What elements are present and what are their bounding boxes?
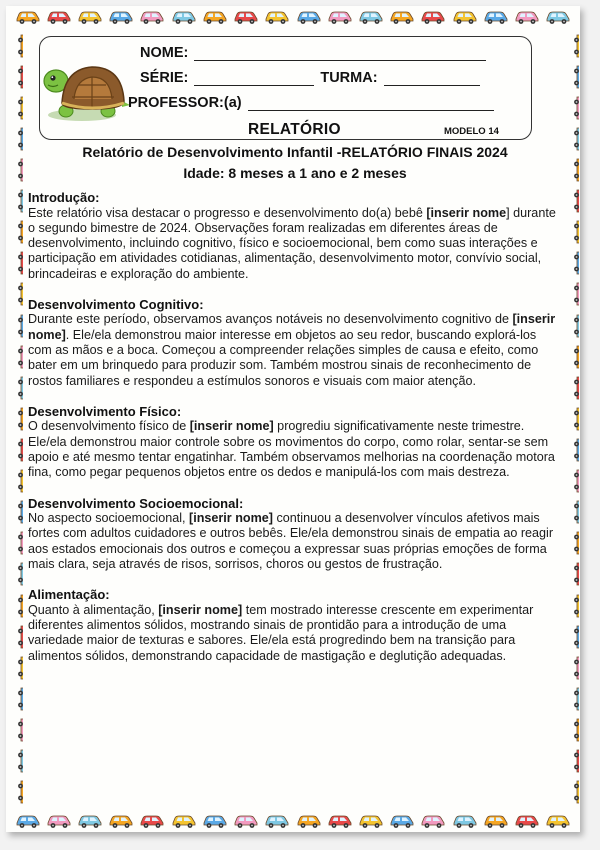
- section-heading: Alimentação:: [28, 587, 110, 603]
- car-icon: [7, 188, 23, 214]
- car-icon: [7, 64, 23, 90]
- car-icon: [15, 9, 41, 25]
- car-icon: [7, 375, 23, 401]
- car-icon: [563, 406, 579, 432]
- car-icon: [452, 813, 478, 829]
- report-label: RELATÓRIO: [248, 121, 341, 138]
- car-icon: [563, 624, 579, 650]
- car-icon: [563, 281, 579, 307]
- car-icon: [7, 468, 23, 494]
- report-section: [28, 190, 563, 282]
- car-icon: [563, 344, 579, 370]
- car-icon: [7, 655, 23, 681]
- report-section: [28, 297, 563, 389]
- student-info-box: [39, 36, 532, 140]
- car-icon: [7, 530, 23, 556]
- car-icon: [233, 813, 259, 829]
- car-icon: [563, 126, 579, 152]
- car-icon: [7, 748, 23, 774]
- document-title: Relatório de Desenvolvimento Infantil -RELATÓRIO FINAIS 2024: [82, 144, 508, 160]
- car-icon: [7, 561, 23, 587]
- car-icon: [7, 406, 23, 432]
- car-icon: [7, 593, 23, 619]
- car-icon: [264, 9, 290, 25]
- car-icon: [358, 813, 384, 829]
- car-icon: [563, 95, 579, 121]
- car-icon: [77, 9, 103, 25]
- car-icon: [452, 9, 478, 25]
- car-icon: [563, 530, 579, 556]
- name-placeholder: [inserir nome]: [189, 419, 274, 434]
- car-icon: [7, 437, 23, 463]
- teacher-line: [128, 95, 494, 111]
- car-icon: [296, 813, 322, 829]
- car-icon: [7, 219, 23, 245]
- car-icon: [545, 813, 571, 829]
- teacher-label: PROFESSOR:(a): [128, 95, 242, 111]
- bottom-car-border: [6, 810, 580, 832]
- car-icon: [563, 250, 579, 276]
- car-icon: [327, 9, 353, 25]
- car-icon: [7, 126, 23, 152]
- section-text: [28, 312, 563, 388]
- car-icon: [483, 813, 509, 829]
- grade-label: SÉRIE:: [140, 70, 189, 86]
- grade-class-line: [140, 70, 480, 86]
- car-icon: [171, 813, 197, 829]
- report-body: [28, 190, 563, 679]
- text-run: Este relatório visa destacar o progresso e desenvolvimento do(a) bebê: [28, 205, 427, 220]
- turtle-icon: [42, 55, 130, 127]
- car-icon: [202, 813, 228, 829]
- car-icon: [139, 813, 165, 829]
- car-icon: [563, 375, 579, 401]
- car-icon: [563, 593, 579, 619]
- car-icon: [233, 9, 259, 25]
- car-icon: [420, 9, 446, 25]
- car-icon: [46, 9, 72, 25]
- text-run: continuou a desenvolver vínculos afetivos mais fortes com adultos cuidadores e outros bebês. Ele/ela demonstrou sinais de empatia ao reagir aos estados emocionais dos outros e começou a expressar suas próprias emoções de forma mais clara, seja através de risos, sorrisos, choros ou gestos de frustração.: [28, 511, 554, 572]
- car-icon: [264, 813, 290, 829]
- text-run: O desenvolvimento físico de: [28, 419, 190, 434]
- report-section: [28, 587, 563, 664]
- car-icon: [514, 9, 540, 25]
- car-icon: [563, 64, 579, 90]
- car-icon: [389, 9, 415, 25]
- grade-input-line[interactable]: [194, 71, 314, 86]
- car-icon: [77, 813, 103, 829]
- report-section: [28, 496, 563, 573]
- car-icon: [563, 655, 579, 681]
- car-icon: [563, 499, 579, 525]
- car-icon: [563, 468, 579, 494]
- car-icon: [563, 437, 579, 463]
- car-icon: [139, 9, 165, 25]
- section-heading: Desenvolvimento Físico:: [28, 403, 182, 419]
- car-icon: [563, 219, 579, 245]
- section-text: [28, 603, 563, 664]
- text-run: No aspecto socioemocional,: [28, 511, 190, 526]
- car-icon: [420, 813, 446, 829]
- text-run: ] durante o segundo bimestre de 2024. Observações foram realizadas em diferentes áreas de desenvolvimento, incluindo cognitivo, físico e socioemocional, bem como suas interações e participação em atividades cotidianas, alimentação, desenvolvimento motor, convívio social, brincadeiras e exploração do ambiente.: [28, 205, 556, 281]
- text-run: tem mostrado interesse crescente em experimentar diferentes alimentos sólidos, mostrando sinais de prontidão para a introdução de uma variedade maior de texturas e sabores. Ele/ela está progredindo bem na transição para alimentos sólidos, demonstrando capacidade de mastigação e deglutição adequadas.: [28, 602, 534, 663]
- car-icon: [171, 9, 197, 25]
- name-placeholder: [inserir nome: [426, 205, 507, 220]
- name-label: NOME:: [140, 45, 189, 61]
- car-icon: [108, 813, 134, 829]
- section-heading: Introdução:: [28, 190, 100, 205]
- car-icon: [7, 344, 23, 370]
- class-label: TURMA:: [320, 70, 378, 86]
- name-line: [140, 45, 486, 61]
- car-icon: [563, 779, 579, 805]
- car-icon: [514, 813, 540, 829]
- text-run: Durante este período, observamos avanços notáveis no desenvolvimento cognitivo de: [28, 312, 513, 327]
- car-icon: [7, 717, 23, 743]
- name-input-line[interactable]: [194, 46, 486, 61]
- car-icon: [296, 9, 322, 25]
- section-text: [28, 511, 563, 572]
- car-icon: [563, 717, 579, 743]
- car-icon: [358, 9, 384, 25]
- car-icon: [7, 624, 23, 650]
- left-car-border: [6, 30, 24, 808]
- car-icon: [327, 813, 353, 829]
- car-icon: [563, 686, 579, 712]
- text-run: . Ele/ela demonstrou maior interesse em objetos ao seu redor, buscando explorá-los com as mãos e a boca. Começou a compreender relações simples de causa e efeito, como bater em um brinquedo para produzir som. Também mostrou sinais de reconhecimento de rostos familiares e respondeu a estímulos sonoros e visuais com maior atenção.: [28, 327, 539, 388]
- name-placeholder: [inserir nome]: [158, 602, 243, 617]
- car-icon: [545, 9, 571, 25]
- teacher-input-line[interactable]: [248, 96, 494, 111]
- car-icon: [483, 9, 509, 25]
- name-placeholder: [inserir nome]: [189, 511, 273, 526]
- section-text: [28, 419, 563, 480]
- car-icon: [15, 813, 41, 829]
- section-text: [28, 206, 563, 282]
- car-icon: [563, 561, 579, 587]
- car-icon: [7, 157, 23, 183]
- car-icon: [563, 748, 579, 774]
- text-run: Quanto à alimentação,: [28, 602, 159, 617]
- car-icon: [563, 157, 579, 183]
- car-icon: [108, 9, 134, 25]
- age-range: Idade: 8 meses a 1 ano e 2 meses: [183, 165, 407, 181]
- car-icon: [46, 813, 72, 829]
- text-run: progrediu significativamente neste trimestre. Ele/ela demonstrou maior controle sobre os movimentos do corpo, como rolar, sentar-se sem apoio e até mesmo tentar engatinhar. Também observamos melhorias na coordenação motora fina, como pegar pequenos objetos entre os dedos e manipulá-los com mais destreza.: [28, 419, 555, 480]
- car-icon: [7, 250, 23, 276]
- section-heading: Desenvolvimento Cognitivo:: [28, 296, 204, 312]
- top-car-border: [6, 6, 580, 28]
- car-icon: [7, 779, 23, 805]
- car-icon: [7, 95, 23, 121]
- document-page: [6, 6, 580, 832]
- car-icon: [563, 33, 579, 59]
- car-icon: [389, 813, 415, 829]
- name-placeholder: [inserir nome]: [28, 312, 556, 342]
- car-icon: [7, 33, 23, 59]
- car-icon: [7, 686, 23, 712]
- class-input-line[interactable]: [384, 71, 480, 86]
- car-icon: [202, 9, 228, 25]
- car-icon: [7, 313, 23, 339]
- model-label: MODELO 14: [444, 126, 499, 137]
- car-icon: [7, 281, 23, 307]
- car-icon: [563, 188, 579, 214]
- report-section: [28, 404, 563, 481]
- right-car-border: [562, 30, 580, 808]
- car-icon: [563, 313, 579, 339]
- section-heading: Desenvolvimento Socioemocional:: [28, 495, 244, 511]
- car-icon: [7, 499, 23, 525]
